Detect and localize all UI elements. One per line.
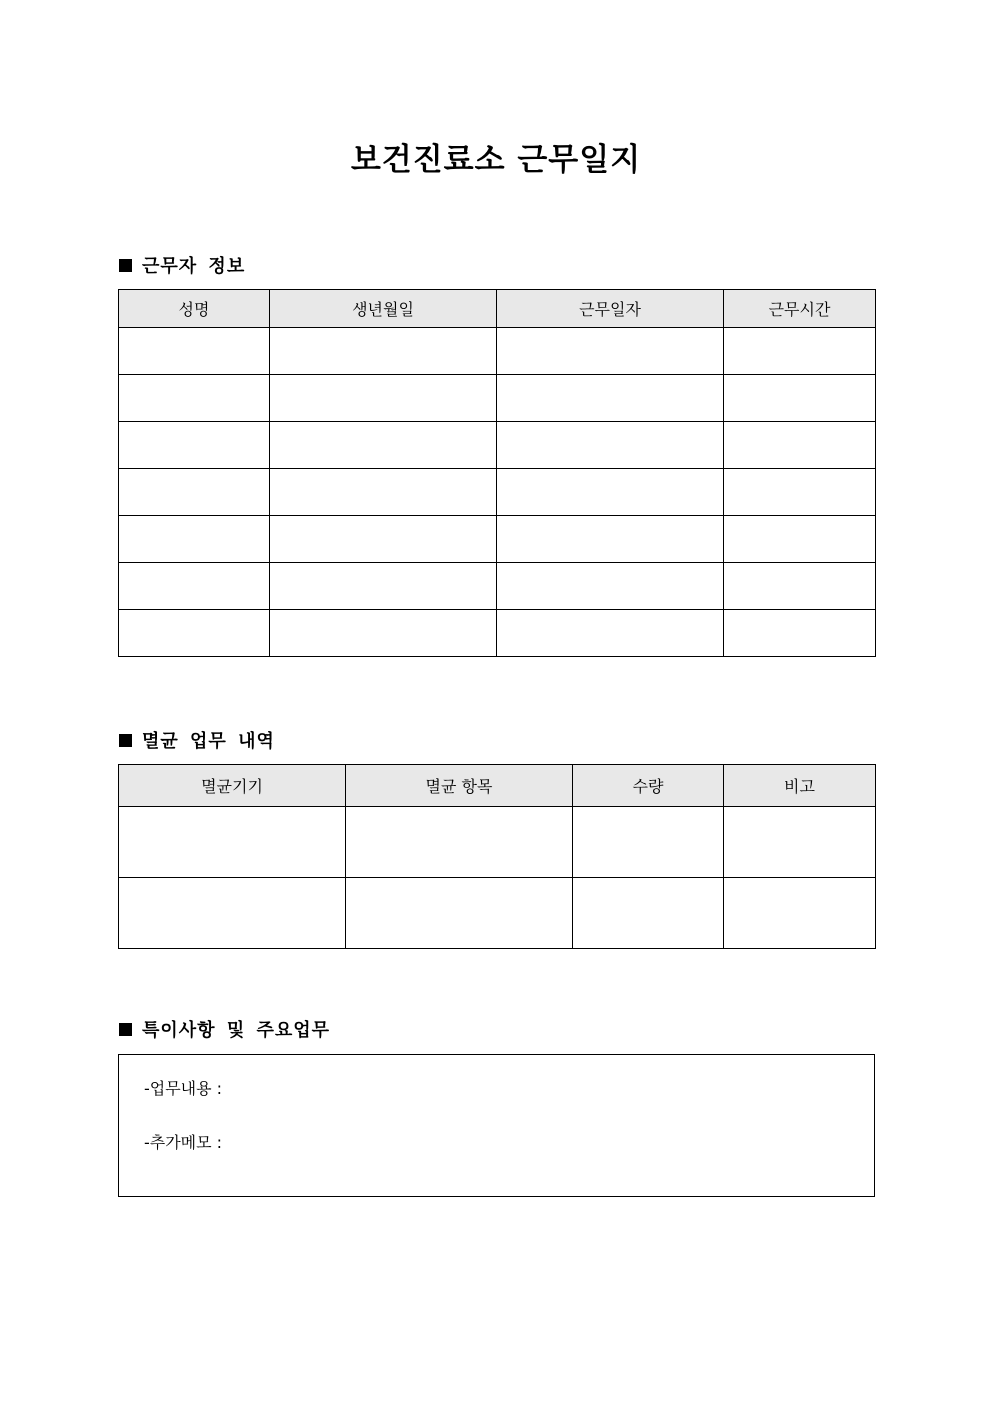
square-bullet-icon — [119, 259, 132, 272]
table-row — [119, 807, 876, 878]
table-cell[interactable] — [573, 807, 724, 878]
note-extra-memo-label: -추가메모 : — [144, 1133, 223, 1152]
column-header: 근무일자 — [497, 290, 724, 328]
section-heading-text: 근무자 정보 — [142, 256, 246, 277]
table-cell[interactable] — [724, 878, 876, 949]
section-heading-worker-info — [119, 252, 245, 278]
table-cell[interactable] — [119, 610, 270, 657]
table-row — [119, 328, 876, 375]
section-heading-text: 특이사항 및 주요업무 — [142, 1020, 331, 1041]
table-cell[interactable] — [119, 878, 346, 949]
table-cell[interactable] — [119, 375, 270, 422]
table-row — [119, 516, 876, 563]
table-cell[interactable] — [724, 516, 876, 563]
note-work-content-label: -업무내용 : — [144, 1079, 223, 1098]
table-cell[interactable] — [119, 328, 270, 375]
table-cell[interactable] — [724, 422, 876, 469]
table-cell[interactable] — [497, 328, 724, 375]
table-cell[interactable] — [497, 375, 724, 422]
table-cell[interactable] — [270, 375, 497, 422]
table-cell[interactable] — [270, 610, 497, 657]
table-header-row — [119, 765, 876, 807]
table-cell[interactable] — [573, 878, 724, 949]
page-title: 보건진료소 근무일지 — [350, 142, 642, 178]
worker-info-table — [118, 289, 876, 657]
column-header: 멸균기기 — [119, 765, 346, 807]
section-heading-text: 멸균 업무 내역 — [142, 731, 275, 752]
table-cell[interactable] — [119, 563, 270, 610]
table-cell[interactable] — [497, 422, 724, 469]
table-row — [119, 375, 876, 422]
table-row — [119, 878, 876, 949]
table-row — [119, 563, 876, 610]
table-header-row — [119, 290, 876, 328]
square-bullet-icon — [119, 734, 132, 747]
table-cell[interactable] — [119, 516, 270, 563]
table-cell[interactable] — [497, 516, 724, 563]
table-cell[interactable] — [497, 469, 724, 516]
notes-box[interactable] — [118, 1054, 875, 1197]
column-header: 생년월일 — [270, 290, 497, 328]
table-cell[interactable] — [270, 422, 497, 469]
table-cell[interactable] — [346, 807, 573, 878]
table-cell[interactable] — [270, 469, 497, 516]
table-cell[interactable] — [724, 807, 876, 878]
table-row — [119, 610, 876, 657]
column-header: 비고 — [724, 765, 876, 807]
table-cell[interactable] — [270, 563, 497, 610]
table-cell[interactable] — [346, 878, 573, 949]
table-cell[interactable] — [497, 610, 724, 657]
table-cell[interactable] — [724, 469, 876, 516]
table-cell[interactable] — [724, 375, 876, 422]
table-cell[interactable] — [119, 422, 270, 469]
table-cell[interactable] — [119, 807, 346, 878]
column-header: 성명 — [119, 290, 270, 328]
square-bullet-icon — [119, 1023, 132, 1036]
column-header: 멸균 항목 — [346, 765, 573, 807]
table-cell[interactable] — [119, 469, 270, 516]
table-row — [119, 422, 876, 469]
table-cell[interactable] — [724, 328, 876, 375]
table-cell[interactable] — [270, 516, 497, 563]
table-row — [119, 469, 876, 516]
section-heading-notes — [119, 1016, 330, 1042]
table-cell[interactable] — [270, 328, 497, 375]
table-cell[interactable] — [724, 563, 876, 610]
column-header: 수량 — [573, 765, 724, 807]
column-header: 근무시간 — [724, 290, 876, 328]
table-cell[interactable] — [497, 563, 724, 610]
table-cell[interactable] — [724, 610, 876, 657]
section-heading-sterilization — [119, 727, 275, 753]
sterilization-table — [118, 764, 876, 949]
